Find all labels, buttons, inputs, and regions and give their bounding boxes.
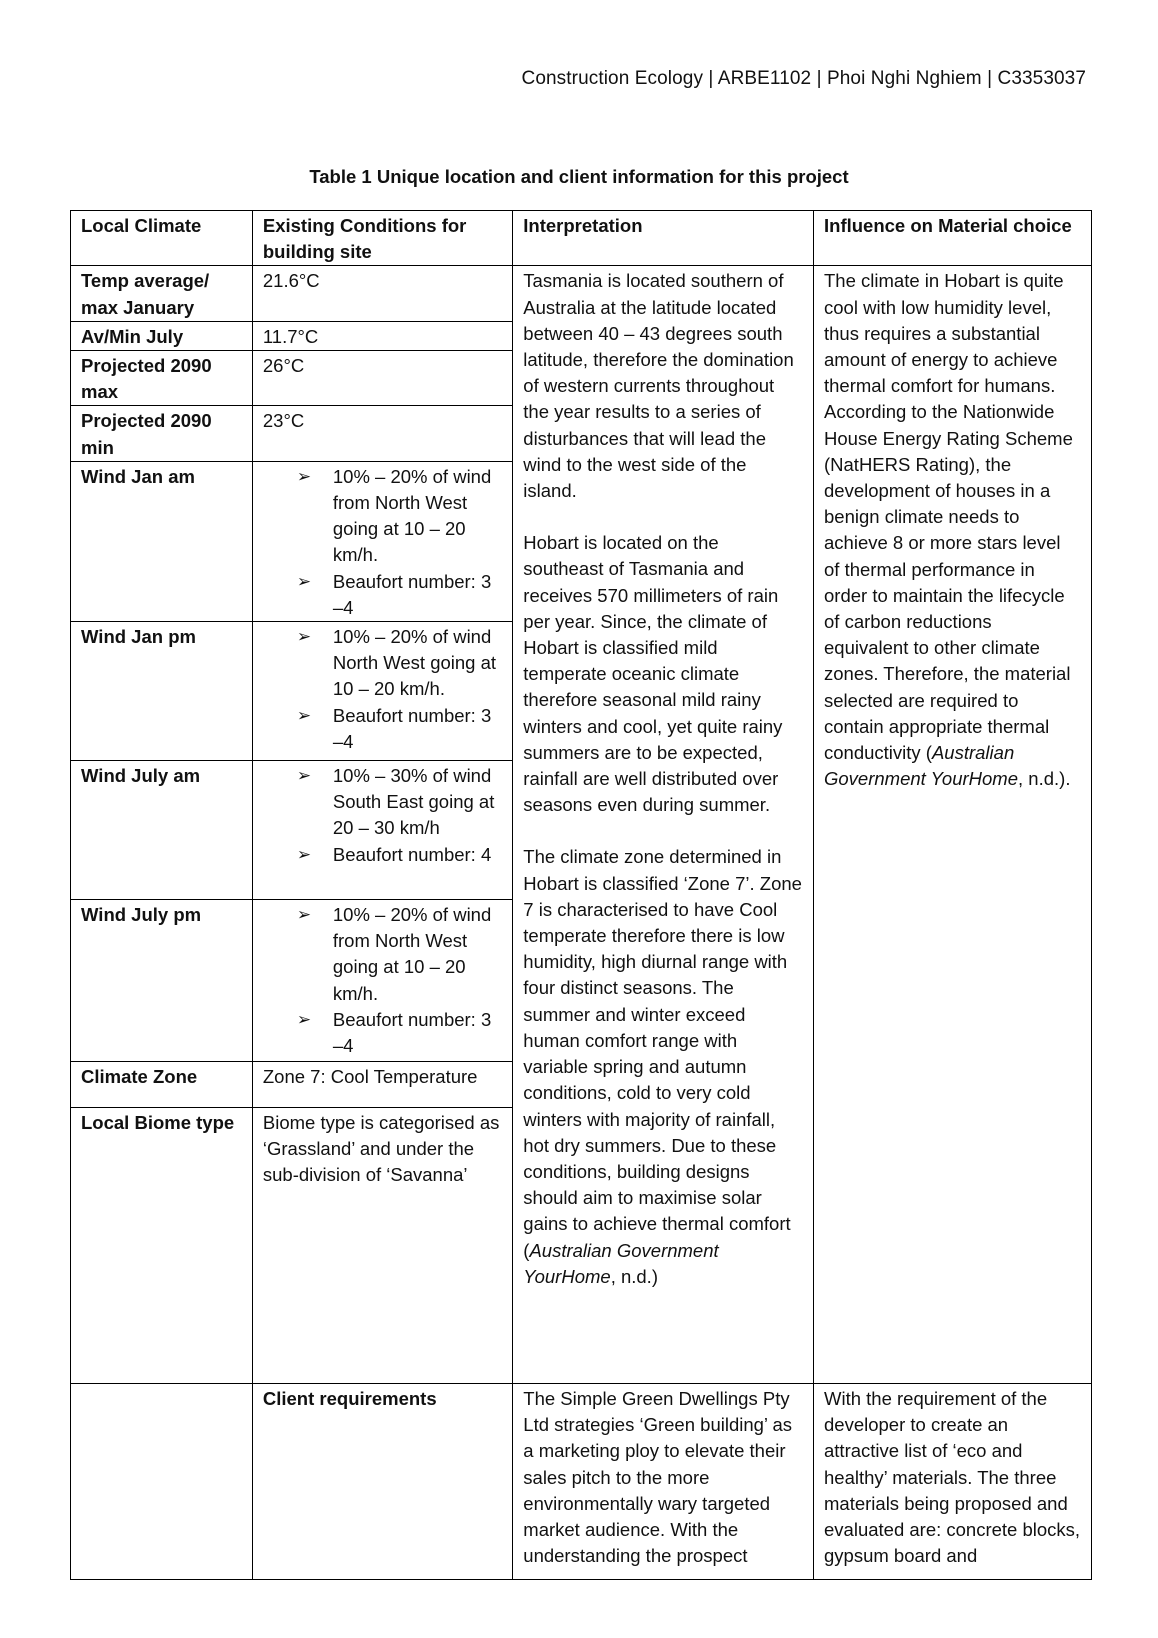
interpretation-cell: [513, 266, 814, 1384]
bullet-item: ➢ 10% – 30% of wind South East going at 20 – 30 km/h: [297, 763, 502, 842]
bullet-item: ➢ 10% – 20% of wind from North West going at 10 – 20 km/h.: [297, 902, 502, 1007]
influence-cell: [814, 266, 1092, 1384]
table-header-row: [71, 211, 1092, 266]
bullet-item: ➢ Beaufort number: 3 –4: [297, 703, 502, 755]
citation: Australian Government YourHome: [824, 742, 1019, 790]
interpretation-paragraph-1: Tasmania is located southern of Australia at the latitude located between 40 – 43 degrees south latitude, therefore the domination of western currents throughout the year results to a series of disturbances that will lead the wind to the west side of the island.: [523, 270, 794, 502]
table-row: [71, 266, 1092, 321]
row-label-temp-jan: Temp average/ max January: [71, 266, 253, 321]
row-label-july-min: Av/Min July: [71, 321, 253, 350]
row-value-climate-zone: Zone 7: Cool Temperature: [252, 1062, 512, 1108]
row-label-wind-jan-pm: Wind Jan pm: [71, 622, 253, 761]
bullet-item: ➢ Beaufort number: 4: [297, 842, 502, 868]
row-value-proj-max: 26°C: [252, 351, 512, 406]
row-label-proj-min: Projected 2090 min: [71, 406, 253, 461]
client-interpretation: The Simple Green Dwellings Pty Ltd strategies ‘Green building’ as a marketing ploy to elevate their sales pitch to the more environmentally wary targeted market audience. With the understanding the prospect: [513, 1384, 814, 1580]
influence-paragraph: The climate in Hobart is quite cool with low humidity level, thus requires a substantial amount of energy to achieve thermal comfort for humans. According to the Nationwide House Energy Rating Scheme (NatHERS Rating), the development of houses in a benign climate needs to achieve 8 or more stars level of thermal performance in order to maintain the lifecycle of carbon reductions equivalent to other climate zones. Therefore, the material selected are required to contain appropriate thermal conductivity (Australian Government YourHome, n.d.).: [824, 270, 1073, 790]
row-value-wind-jul-pm: [252, 900, 512, 1062]
page-header: Construction Ecology | ARBE1102 | Phoi Nghi Nghiem | C3353037: [521, 68, 1086, 89]
row-value-wind-jan-am: [252, 461, 512, 621]
bullet-item: ➢ Beaufort number: 3 –4: [297, 569, 502, 621]
row-value-wind-jul-am: [252, 761, 512, 900]
interpretation-paragraph-3: The climate zone determined in Hobart is classified ‘Zone 7’. Zone 7 is characterised to have Cool temperate therefore there is low humidity, high diurnal range with four distinct seasons. The summer and winter exceed human comfort range with variable spring and autumn conditions, cold to very cold winters with majority of rainfall, hot dry summers. Due to these conditions, building designs should aim to maximise solar gains to achieve thermal comfort (Australian Government YourHome, n.d.): [523, 846, 802, 1287]
row-value-proj-min: 23°C: [252, 406, 512, 461]
col-header-influence: Influence on Material choice: [814, 211, 1092, 266]
col-header-local-climate: Local Climate: [71, 211, 253, 266]
bullet-item: ➢ 10% – 20% of wind North West going at 10 – 20 km/h.: [297, 624, 502, 703]
client-influence: With the requirement of the developer to create an attractive list of ‘eco and healthy’ materials. The three materials being proposed and evaluated are: concrete blocks, gypsum board and: [814, 1384, 1092, 1580]
row-value-temp-jan: 21.6°C: [252, 266, 512, 321]
row-label-proj-max: Projected 2090 max: [71, 351, 253, 406]
row-label-wind-jan-am: Wind Jan am: [71, 461, 253, 621]
table-caption: Table 1 Unique location and client information for this project: [309, 166, 849, 187]
row-label-wind-jul-am: Wind July am: [71, 761, 253, 900]
col-header-existing-conditions: Existing Conditions for building site: [252, 211, 512, 266]
row-label-climate-zone: Climate Zone: [71, 1062, 253, 1108]
empty-cell: [71, 1384, 253, 1580]
interpretation-paragraph-2: Hobart is located on the southeast of Tasmania and receives 570 millimeters of rain per year. Since, the climate of Hobart is classified mild temperate oceanic climate therefore seasonal mild rainy winters and cool, yet quite rainy summers are to be expected, rainfall are well distributed over seasons even during summer.: [523, 532, 783, 816]
bullet-item: ➢ Beaufort number: 3 –4: [297, 1007, 502, 1059]
citation: Australian Government YourHome: [523, 1239, 719, 1287]
row-label-wind-jul-pm: Wind July pm: [71, 900, 253, 1062]
bullet-item: ➢ 10% – 20% of wind from North West going at 10 – 20 km/h.: [297, 464, 502, 569]
row-label-biome: Local Biome type: [71, 1108, 253, 1384]
row-value-biome: Biome type is categorised as ‘Grassland’ and under the sub-division of ‘Savanna’: [252, 1108, 512, 1384]
row-value-wind-jan-pm: [252, 622, 512, 761]
col-header-interpretation: Interpretation: [513, 211, 814, 266]
table-row: [71, 1384, 1092, 1580]
climate-table: [70, 210, 1092, 1580]
client-requirements-label: Client requirements: [252, 1384, 512, 1580]
row-value-july-min: 11.7°C: [252, 321, 512, 350]
